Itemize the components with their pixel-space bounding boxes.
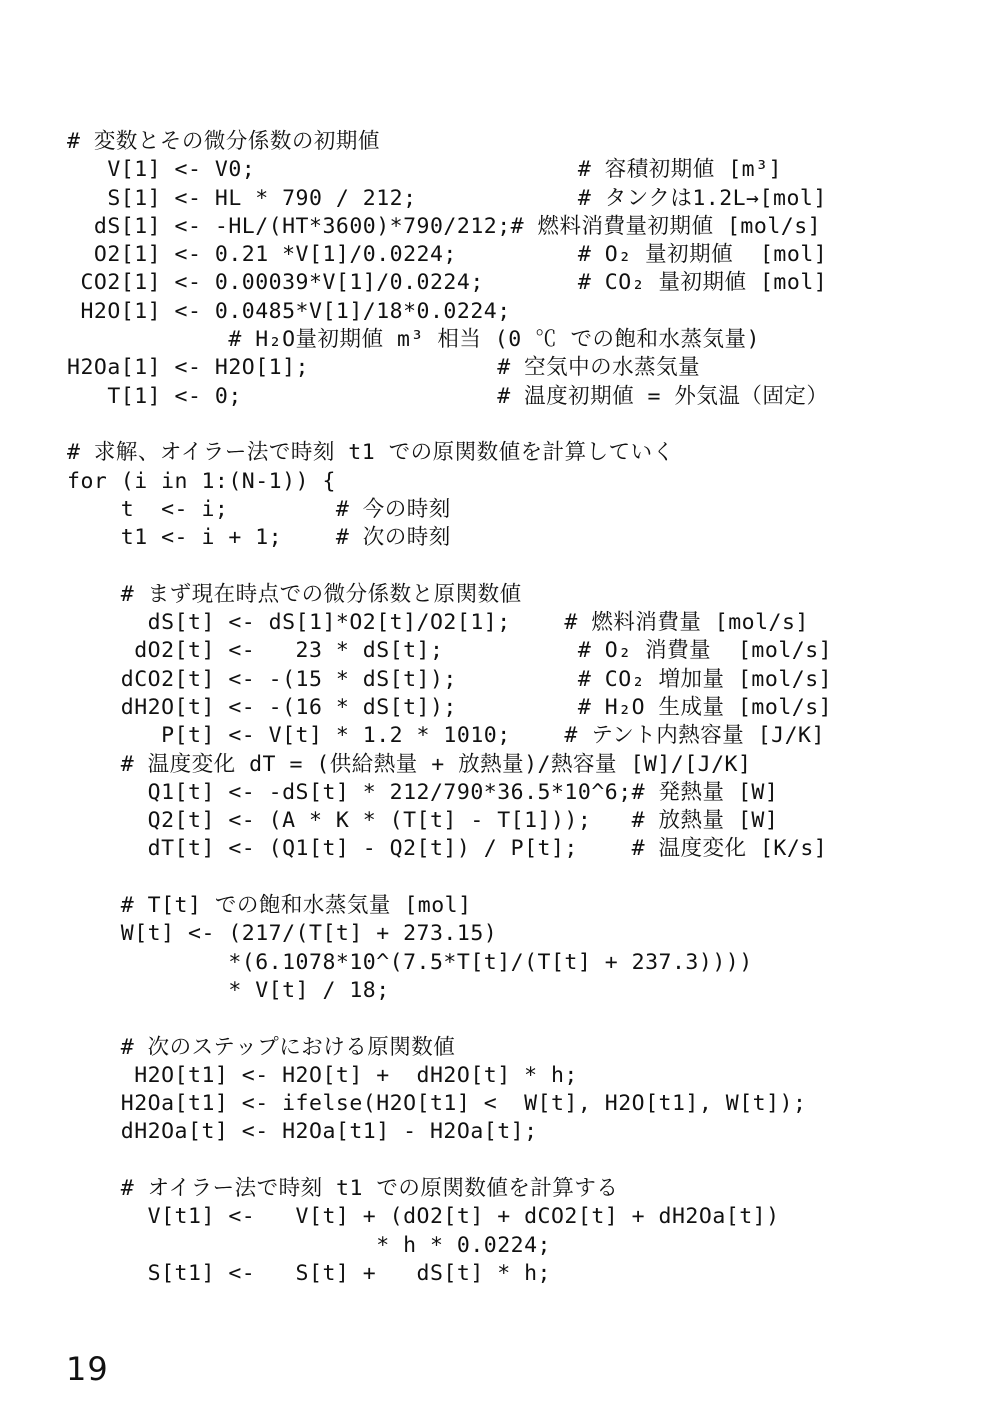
code-line: W[t] <- (217/(T[t] + 273.15) [67, 921, 498, 947]
code-line: dS[1] <- -HL/(HT*3600)*790/212;# 燃料消費量初期値 [mol/s] [67, 213, 822, 239]
code-line: dH2Oa[t] <- H2Oa[t1] - H2Oa[t]; [67, 1119, 538, 1145]
code-line: # 変数とその微分係数の初期値 [67, 129, 380, 154]
code-listing [67, 128, 967, 1288]
code-line: # 求解、オイラー法で時刻 t1 での原関数値を計算していく [67, 440, 675, 466]
code-line: # T[t] での飽和水蒸気量 [mol] [67, 893, 472, 919]
code-line: for (i in 1:(N-1)) { [67, 468, 336, 494]
page-number: 19 [66, 1350, 109, 1388]
code-line: dS[t] <- dS[1]*O2[t]/O2[1]; # 燃料消費量 [mol/s] [67, 610, 809, 636]
code-line: dCO2[t] <- -(15 * dS[t]); # CO₂ 増加量 [mol/s] [67, 666, 833, 692]
code-line: V[1] <- V0; # 容積初期値 [m³] [67, 157, 782, 183]
code-line [67, 864, 967, 892]
code-line [67, 1005, 967, 1033]
code-line: # 次のステップにおける原関数値 [67, 1034, 456, 1060]
code-line: dH2O[t] <- -(16 * dS[t]); # H₂O 生成量 [mol/s] [67, 694, 833, 720]
code-line: t <- i; # 今の時刻 [67, 496, 451, 522]
code-line: H2Oa[1] <- H2O[1]; # 空気中の水蒸気量 [67, 355, 701, 381]
code-line: *(6.1078*10^(7.5*T[t]/(T[t] + 237.3)))) [67, 949, 753, 975]
code-line: Q1[t] <- -dS[t] * 212/790*36.5*10^6;# 発熱量 [W] [67, 779, 779, 805]
code-line: S[t1] <- S[t] + dS[t] * h; [67, 1260, 551, 1286]
code-line: S[1] <- HL * 790 / 212; # タンクは1.2L→[mol] [67, 185, 827, 211]
code-line: O2[1] <- 0.21 *V[1]/0.0224; # O₂ 量初期値 [mol] [67, 242, 828, 268]
code-line: H2O[1] <- 0.0485*V[1]/18*0.0224; [67, 298, 511, 324]
code-line: * h * 0.0224; [67, 1232, 551, 1258]
code-line: dO2[t] <- 23 * dS[t]; # O₂ 消費量 [mol/s] [67, 638, 833, 664]
code-line: Q2[t] <- (A * K * (T[t] - T[1])); # 放熱量 [W] [67, 808, 779, 834]
code-line: T[1] <- 0; # 温度初期値 = 外気温（固定） [67, 383, 829, 409]
code-line: # 温度変化 dT = (供給熱量 + 放熱量)/熱容量 [W]/[J/K] [67, 751, 752, 777]
code-line: t1 <- i + 1; # 次の時刻 [67, 525, 451, 551]
code-line [67, 411, 967, 439]
code-line: # オイラー法で時刻 t1 での原関数値を計算する [67, 1175, 619, 1201]
code-line: # まず現在時点での微分係数と原関数値 [67, 581, 522, 607]
code-line: V[t1] <- V[t] + (dO2[t] + dCO2[t] + dH2Oa[t]) [67, 1204, 780, 1230]
code-line: P[t] <- V[t] * 1.2 * 1010; # テント内熱容量 [J/K] [67, 723, 825, 749]
code-line: dT[t] <- (Q1[t] - Q2[t]) / P[t]; # 温度変化 [K/s] [67, 836, 828, 862]
code-line: * V[t] / 18; [67, 977, 390, 1003]
code-line: H2O[t1] <- H2O[t] + dH2O[t] * h; [67, 1062, 578, 1088]
code-line [67, 552, 967, 580]
code-line: # H₂O量初期値 m³ 相当 (0 ℃ での飽和水蒸気量) [67, 327, 760, 353]
code-line [67, 1147, 967, 1175]
code-line: CO2[1] <- 0.00039*V[1]/0.0224; # CO₂ 量初期値 [mol] [67, 270, 828, 296]
code-line: H2Oa[t1] <- ifelse(H2O[t1] < W[t], H2O[t1], W[t]); [67, 1091, 807, 1117]
